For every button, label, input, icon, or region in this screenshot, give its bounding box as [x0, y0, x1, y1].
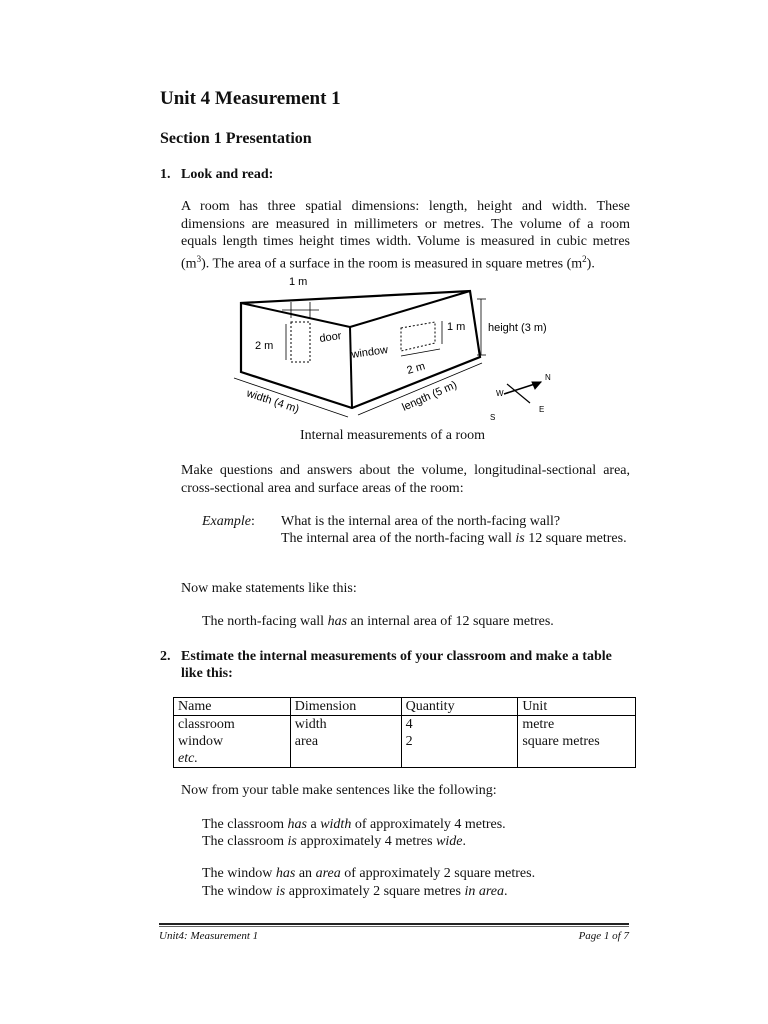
intro-text-c: ). [586, 256, 595, 272]
door-shape [291, 322, 310, 362]
intro-text-a: A room has three spatial dimensions: length, height and width. These dimensions are measured in millimeters or metres. The volume of a room equals length times height times width. Volume is measured in cubic metres (m [181, 199, 630, 272]
table-row [174, 716, 636, 734]
example-answer [281, 530, 630, 548]
from-table-text: Now from your table make sentences like the following: [181, 783, 497, 798]
table-row [174, 750, 636, 768]
table-cell: classroom [174, 716, 291, 734]
measurements-table [173, 697, 636, 768]
window-shape [401, 322, 435, 351]
figure-caption: Internal measurements of a room [300, 428, 486, 443]
sentence-4: The window is approximately 2 square metres in area. [202, 884, 508, 899]
compass-w: W [496, 389, 504, 398]
statement-a: The north-facing wall [202, 614, 328, 629]
table-cell: window [174, 733, 291, 750]
intro-sup-cubic: 3 [196, 253, 202, 264]
sentence-1: The classroom has a width of approximately 4 metres. [202, 817, 506, 832]
compass-s: S [490, 413, 496, 422]
label-width: width (4 m) [245, 387, 301, 416]
table-cell: etc. [174, 750, 291, 768]
table-cell: 2 [401, 733, 518, 750]
table-header-row [174, 698, 636, 716]
question-2-text: Estimate the internal measurements of your classroom and make a table like this: [181, 649, 612, 681]
label-top-1m: 1 m [289, 276, 308, 288]
statement-has: has [327, 614, 348, 629]
example-label-text: Example [202, 514, 251, 529]
label-right-1m: 1 m [447, 321, 466, 333]
example-question: What is the internal area of the north-facing wall? [281, 514, 561, 529]
footer-rule-thin [159, 926, 629, 927]
example-answer-a: The internal area of the north-facing wall [281, 531, 516, 546]
table-cell: area [290, 733, 401, 750]
label-length: length (5 m) [400, 378, 459, 414]
label-window: window [350, 343, 389, 361]
intro-text-b: ). The area of a surface in the room is measured in square metres (m [201, 256, 583, 272]
table-header-cell: Name [174, 698, 291, 716]
compass-arrow [532, 382, 541, 389]
footer-rule [159, 923, 629, 925]
table-cell [290, 750, 401, 768]
footer-unit: Unit4: Measurement 1 [159, 930, 259, 942]
footer-page-number: Page 1 of 7 [578, 930, 629, 942]
compass-n: N [545, 373, 551, 382]
room-edge-vertical [350, 327, 352, 408]
question-2-number: 2. [160, 649, 171, 664]
intro-sup-square: 2 [582, 253, 587, 264]
room-edge-top-front [241, 303, 350, 327]
table-cell: metre [518, 716, 636, 734]
label-left-2m: 2 m [255, 340, 274, 352]
table-cell: square metres [518, 733, 636, 750]
room-diagram [224, 272, 564, 424]
table-cell: 4 [401, 716, 518, 734]
table-cell: width [290, 716, 401, 734]
compass-e: E [539, 405, 545, 414]
section-title: Section 1 Presentation [160, 130, 312, 147]
sentence-3: The window has an area of approximately 2 square metres. [202, 866, 536, 881]
question-1-number: 1. [160, 167, 171, 182]
sentence-2: The classroom is approximately 4 metres wide. [202, 834, 467, 849]
make-questions-paragraph: Make questions and answers about the volume, longitudinal-sectional area, cross-sectional area and surface areas of the room: [181, 463, 630, 496]
label-door: door [318, 330, 343, 345]
table-cell [518, 750, 636, 768]
example-answer-b: 12 square metres. [524, 531, 627, 546]
statement-b: an internal area of 12 square metres. [347, 614, 554, 629]
statement-sentence [202, 613, 554, 631]
statements-intro: Now make statements like this: [181, 581, 357, 596]
example-answer-is: is [515, 531, 525, 546]
label-bottom-2m: 2 m [405, 360, 427, 377]
table-header-cell: Dimension [290, 698, 401, 716]
example-label [202, 513, 255, 531]
example-colon: : [250, 514, 255, 529]
table-header-cell: Unit [518, 698, 636, 716]
label-height: height (3 m) [488, 322, 547, 334]
table-cell [401, 750, 518, 768]
unit-title: Unit 4 Measurement 1 [160, 88, 341, 109]
intro-paragraph [181, 198, 630, 273]
table-header-cell: Quantity [401, 698, 518, 716]
table-row [174, 733, 636, 750]
question-1-text: Look and read: [181, 167, 274, 182]
